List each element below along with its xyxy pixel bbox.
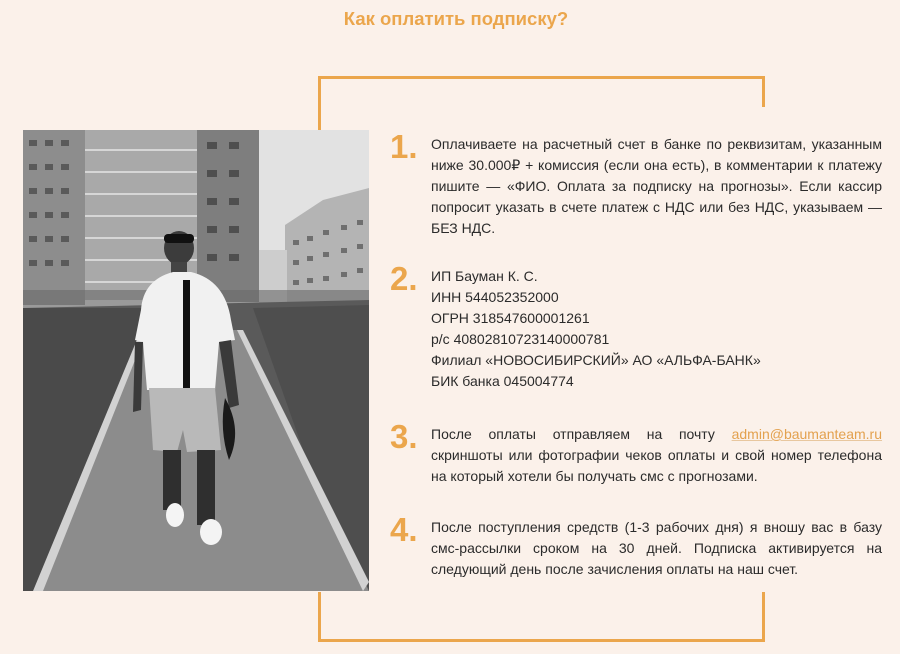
step-number: 1. [390,128,418,165]
decorative-frame-bottom [318,592,765,642]
step-3 [390,418,883,487]
bank-detail-line: Филиал «НОВОСИБИРСКИЙ» АО «АЛЬФА-БАНК» [431,352,761,368]
step-number: 2. [390,260,418,297]
decorative-frame-top [318,76,765,107]
page-title: Как оплатить подписку? [343,8,569,29]
step-number: 3. [390,418,418,455]
bank-detail-line: ОГРН 318547600001261 [431,310,590,326]
step-2 [390,260,882,392]
bank-detail-line: р/с 40802810723140000781 [431,331,610,347]
decorative-frame-left [318,104,321,130]
step-text: Оплачиваете на расчетный счет в банке по реквизитам, указанным ниже 30.000₽ + комиссия (если она есть), в комментарии к платежу пишите — «ФИО. Оплата за подписку на прогнозы». Если кассир попросит указать в счете платеж с НДС или без НДС, указываем — БЕЗ НДС. [431,136,882,236]
bank-detail-line: ИП Бауман К. С. [431,268,538,284]
bank-detail-line: БИК банка 045004774 [431,373,574,389]
step-text-after: скриншоты или фотографии чеков оплаты и свой номер телефона на который хотели бы получать смс с прогнозами. [431,447,882,484]
step-1 [390,128,882,239]
step-text: После поступления средств (1-3 рабочих дня) я вношу вас в базу смс-рассылки сроком на 30 дней. Подписка активируется на следующий день после зачисления оплаты на наш счет. [431,519,882,577]
step-text [431,424,882,487]
email-link[interactable]: admin@baumanteam.ru [731,426,883,442]
person-walking-photo [23,130,369,591]
step-4 [390,511,882,580]
bank-detail-line: ИНН 544052352000 [431,289,559,305]
step-text-before: После оплаты отправляем на почту [431,426,715,442]
bank-details [431,266,882,392]
step-number: 4. [390,511,418,548]
